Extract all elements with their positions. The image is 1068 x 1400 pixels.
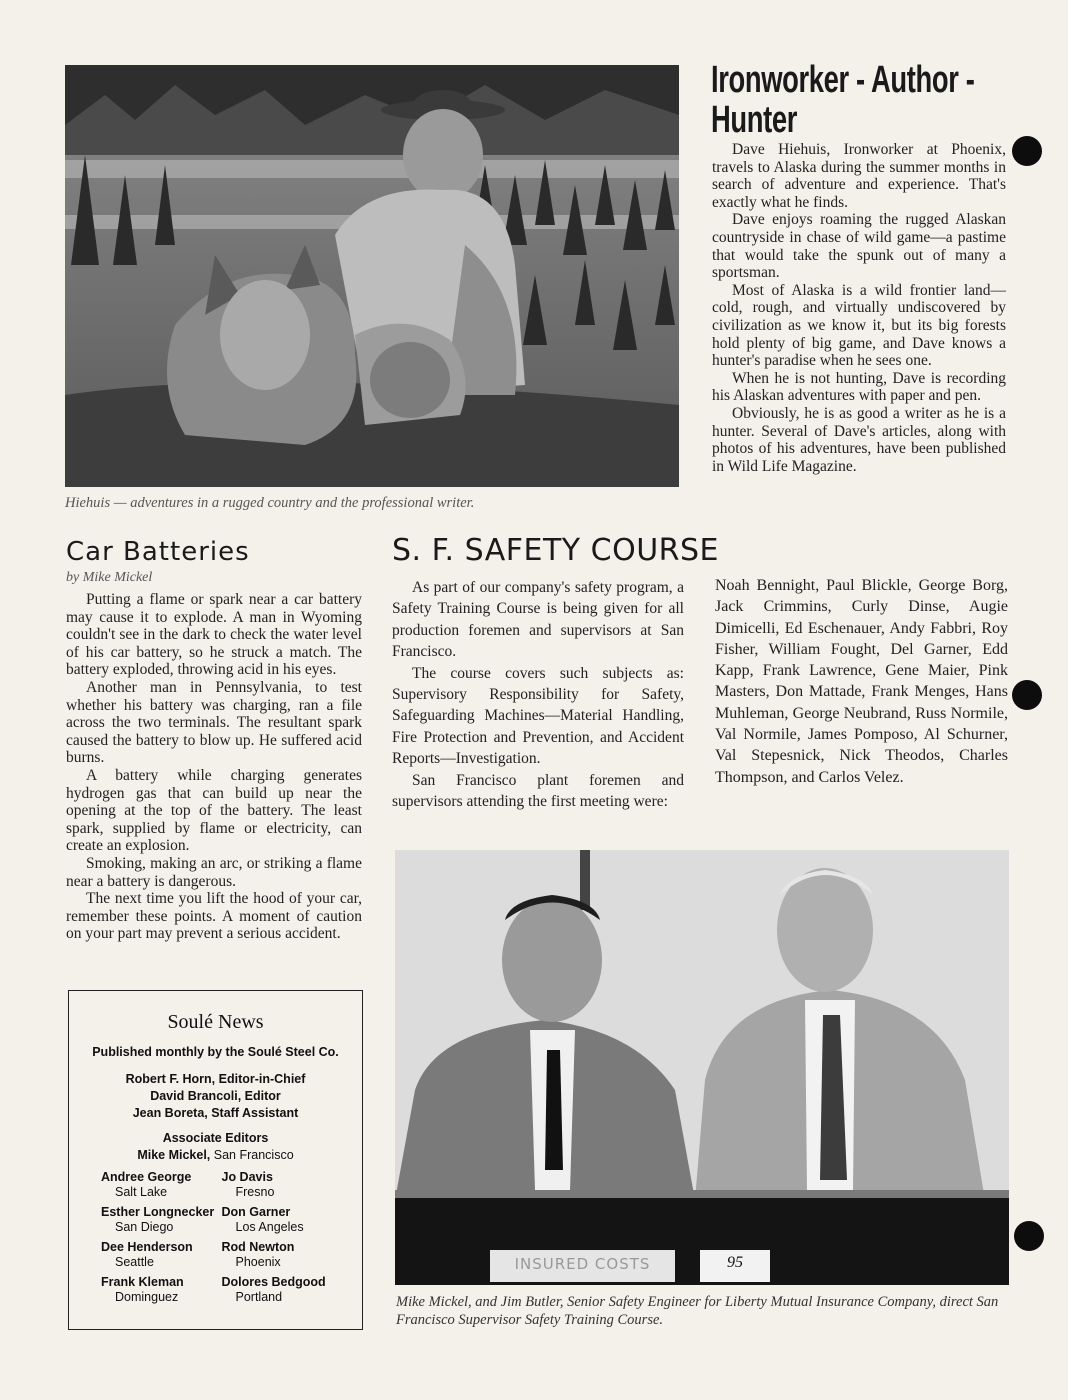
associate-name: Esther Longnecker <box>101 1205 215 1219</box>
safety-course-paragraph: San Francisco plant foremen and supervisors attending the first meeting were: <box>392 771 684 811</box>
wolf-photo-caption: Hiehuis — adventures in a rugged country and the professional writer. <box>65 495 475 511</box>
associate-editor <box>101 1205 222 1235</box>
car-batteries-paragraph: Another man in Pennsylvania, to test whether his battery was charging, ran a file across the two terminals. The resultant spark caused the battery to blow up. He suffered acid burns. <box>66 678 362 767</box>
safety-photo-caption: Mike Mickel, and Jim Butler, Senior Safety Engineer for Liberty Mutual Insurance Company, direct San Francisco Supervisor Safety Training Course. <box>396 1294 999 1328</box>
ironworker-headline-line1: Ironworker - Author - <box>711 59 975 101</box>
associate-editors-heading: Associate Editors <box>162 1131 269 1145</box>
car-batteries-paragraph: Smoking, making an arc, or striking a flame near a battery is dangerous. <box>66 854 362 890</box>
associate-name: Frank Kleman <box>101 1275 184 1289</box>
binder-hole-top <box>1012 136 1042 166</box>
ironworker-headline-line2: Hunter <box>711 99 798 141</box>
associate-editor <box>101 1240 222 1270</box>
lead-associate <box>69 1147 362 1164</box>
associate-editor <box>101 1170 222 1200</box>
associate-name: Don Garner <box>221 1205 291 1219</box>
lead-associate-name: Mike Mickel, <box>137 1148 211 1162</box>
safety-course-attendees: Noah Bennight, Paul Blickle, George Borg, Jack Crimmins, Curly Dinse, Augie Dimicelli, Ed Eschenauer, Andy Fabbri, Roy Fisher, William Fought, Del Garner, Edd Kapp, Frank Lawrence, Gene Maier, Pink Masters, Don Mattade, Frank Menges, Hans Muhleman, George Neubrand, Russ Normile, Val Normile, James Pomposo, Al Schurner, Val Stepesnick, Nick Theodos, Charles Thompson, and Carlos Velez. <box>715 577 1008 786</box>
associate-city: Dominguez <box>115 1290 179 1304</box>
safety-course-article <box>392 577 684 812</box>
ironworker-paragraph: Most of Alaska is a wild frontier land—cold, rough, and virtually undiscovered by civilization as we know it, but its big forests hold plenty of big game, and Dave knows a hunter's paradise when he sees one. <box>712 281 1006 370</box>
masthead-staff: Jean Boreta, Staff Assistant <box>132 1106 299 1120</box>
masthead-staff: Robert F. Horn, Editor-in-Chief <box>125 1072 306 1086</box>
sign-insured-costs: INSURED COSTS <box>514 1255 651 1273</box>
car-batteries-headline: Car Batteries <box>66 537 250 567</box>
associate-name: Dee Henderson <box>101 1240 193 1254</box>
masthead-box <box>68 990 363 1330</box>
associate-city: Salt Lake <box>115 1185 168 1199</box>
ironworker-paragraph: Obviously, he is as good a writer as he is a hunter. Several of Dave's articles, along with photos of his adventures, have been published in Wild Life Magazine. <box>712 404 1006 475</box>
wolf-hunter-photo-art <box>65 65 679 487</box>
ironworker-paragraph: When he is not hunting, Dave is recording his Alaskan adventures with paper and pen. <box>712 369 1006 405</box>
ironworker-paragraph: Dave enjoys roaming the rugged Alaskan countryside in chase of wild game—a pastime that would take the spunk out of many a sportsman. <box>712 211 1006 282</box>
ironworker-article <box>712 141 1006 475</box>
car-batteries-paragraph: Putting a flame or spark near a car battery may cause it to explode. A man in Wyoming couldn't see in the dark to check the water level of his car battery, so he struck a match. The battery exploded, throwing acid in his eyes. <box>66 591 362 679</box>
masthead-title: Soulé News <box>167 1011 264 1033</box>
associate-name: Jo Davis <box>221 1170 273 1184</box>
associate-name: Rod Newton <box>221 1240 295 1254</box>
associate-city: Portland <box>235 1290 283 1304</box>
masthead-staff: David Brancoli, Editor <box>150 1089 281 1103</box>
car-batteries-paragraph: The next time you lift the hood of your car, remember these points. A moment of caution on your part may prevent a serious accident. <box>66 890 362 943</box>
associate-city: Fresno <box>235 1185 275 1199</box>
associate-city: Seattle <box>115 1255 154 1269</box>
associate-editor <box>222 1240 343 1270</box>
associate-editor <box>101 1275 222 1305</box>
car-batteries-paragraph: A battery while charging generates hydrogen gas that can build up near the opening at the top of the battery. The least spark, supplied by flame or electricity, can create an explosion. <box>66 766 362 855</box>
masthead-published: Published monthly by the Soulé Steel Co. <box>92 1045 339 1059</box>
safety-course-paragraph: As part of our company's safety program, a Safety Training Course is being given for all production foremen and supervisors at San Francisco. <box>392 579 684 661</box>
binder-hole-bottom <box>1014 1221 1044 1251</box>
associate-editor <box>222 1170 343 1200</box>
associate-editor <box>222 1205 343 1235</box>
associate-city: Los Angeles <box>235 1220 304 1234</box>
sign-number: 95 <box>727 1254 743 1271</box>
lead-associate-city: San Francisco <box>213 1148 294 1162</box>
associate-name: Andree George <box>101 1170 192 1184</box>
associate-city: San Diego <box>115 1220 174 1234</box>
associate-name: Dolores Bedgood <box>221 1275 326 1289</box>
associate-editors-list <box>69 1170 362 1305</box>
wolf-hunter-photo <box>65 65 679 487</box>
safety-course-headline: S. F. SAFETY COURSE <box>392 533 720 568</box>
car-batteries-byline: by Mike Mickel <box>66 570 153 585</box>
safety-instructors-photo <box>395 850 1009 1285</box>
associate-city: Phoenix <box>235 1255 281 1269</box>
car-batteries-article <box>66 591 362 943</box>
binder-hole-middle <box>1012 680 1042 710</box>
associate-editor <box>222 1275 343 1305</box>
safety-instructors-photo-art <box>395 850 1009 1285</box>
safety-course-paragraph: The course covers such subjects as: Supervisory Responsibility for Safety, Safeguarding Machines—Material Handling, Fire Protection and Prevention, and Accident Reports—Investigation. <box>392 664 684 768</box>
ironworker-paragraph: Dave Hiehuis, Ironworker at Phoenix, travels to Alaska during the summer months in search of adventure and experience. That's exactly what he finds. <box>712 141 1006 211</box>
